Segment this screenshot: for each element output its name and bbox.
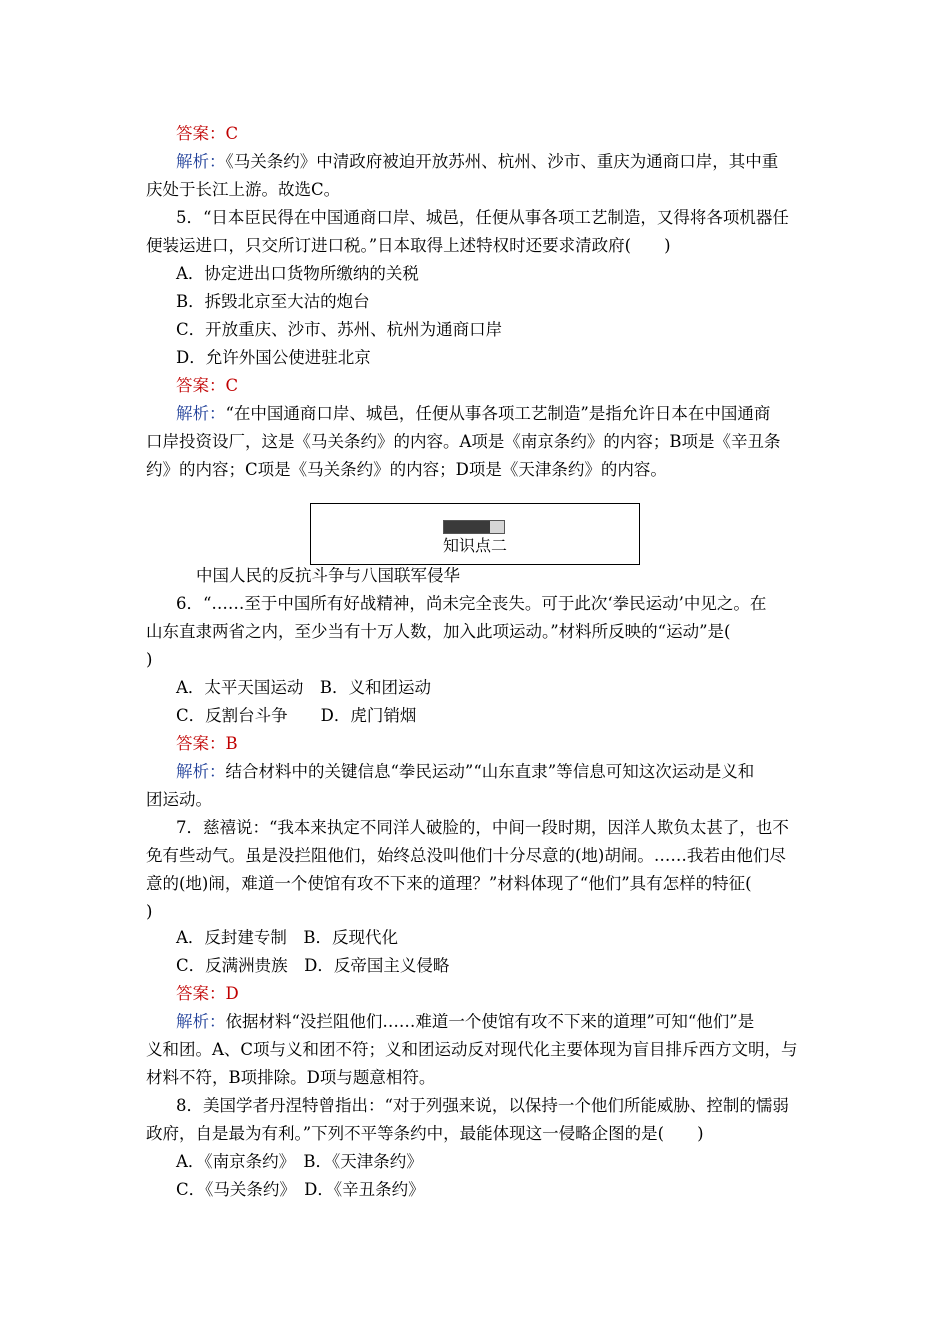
option-b: B．拆毁北京至大沽的炮台 <box>176 292 370 311</box>
answer-line: 答案：B <box>176 734 238 753</box>
text-line: 庆处于长江上游。故选C。 <box>146 180 341 199</box>
options-cd: C．反割台斗争 D．虎门销烟 <box>176 706 417 725</box>
text-line: 材料不符，B项排除。D项与题意相符。 <box>146 1068 436 1087</box>
analysis-line: 解析：结合材料中的关键信息“拳民运动”“山东直隶”等信息可知这次运动是义和 <box>176 762 755 781</box>
options-cd: C．《马关条约》 D．《辛丑条约》 <box>176 1180 425 1199</box>
analysis-label: 解析： <box>176 762 226 781</box>
section-title: 中国人民的反抗斗争与八国联军侵华 <box>196 566 460 585</box>
answer-line: 答案：D <box>176 984 239 1003</box>
options-ab: A．太平天国运动 B．义和团运动 <box>176 678 432 697</box>
analysis-label: 解析： <box>176 152 226 171</box>
analysis-label: 解析： <box>176 1012 226 1031</box>
option-c: C．开放重庆、沙市、苏州、杭州为通商口岸 <box>176 320 503 339</box>
text-line: 意的(地)闹，难道一个使馆有攻不下来的道理？”材料体现了“他们”具有怎样的特征( <box>146 874 752 893</box>
knowledge-point-label: 知识点二 <box>442 536 507 555</box>
text-line: ) <box>146 650 153 669</box>
question-8: 8．美国学者丹涅特曾指出：“对于列强来说，以保持一个他们所能威胁、控制的懦弱 <box>176 1096 789 1115</box>
answer-line: 答案：C <box>176 124 239 143</box>
question-7: 7．慈禧说：“我本来执定不同洋人破脸的，中间一段时期，因洋人欺负太甚了，也不 <box>176 818 789 837</box>
text-line: 免有些动气。虽是没拦阻他们，始终总没叫他们十分尽意的(地)胡闹。……我若由他们尽 <box>146 846 786 865</box>
analysis-line: 解析：依据材料“没拦阻他们……难道一个使馆有攻不下来的道理”可知“他们”是 <box>176 1012 755 1031</box>
text-line: 山东直隶两省之内，至少当有十万人数，加入此项运动。”材料所反映的“运动”是( <box>146 622 731 641</box>
question-5: 5．“日本臣民得在中国通商口岸、城邑，任便从事各项工艺制造，又得将各项机器任 <box>176 208 789 227</box>
option-a: A．协定进出口货物所缴纳的关税 <box>176 264 419 283</box>
text-line: 团运动。 <box>146 790 212 809</box>
analysis-line: 解析：“在中国通商口岸、城邑，任便从事各项工艺制造”是指允许日本在中国通商 <box>176 404 771 423</box>
analysis-label: 解析： <box>176 404 226 423</box>
text-line: 便装运进口，只交所订进口税。”日本取得上述特权时还要求清政府( ) <box>146 236 671 255</box>
option-d: D．允许外国公使进驻北京 <box>176 348 371 367</box>
text-line: ) <box>146 902 153 921</box>
options-ab: A．反封建专制 B．反现代化 <box>176 928 399 947</box>
answer-line: 答案：C <box>176 376 239 395</box>
text-line: 政府，自是最为有利。”下列不平等条约中，最能体现这一侵略企图的是( ) <box>146 1124 704 1143</box>
options-ab: A．《南京条约》 B．《天津条约》 <box>176 1152 423 1171</box>
tab-bar-icon <box>443 520 505 534</box>
options-cd: C．反满洲贵族 D．反帝国主义侵略 <box>176 956 450 975</box>
text-line: 口岸投资设厂，这是《马关条约》的内容。A项是《南京条约》的内容；B项是《辛丑条 <box>146 432 781 451</box>
analysis-line: 解析：《马关条约》中清政府被迫开放苏州、杭州、沙市、重庆为通商口岸，其中重 <box>176 152 779 171</box>
question-6: 6．“……至于中国所有好战精神，尚未完全丧失。可于此次‘拳民运动’中见之。在 <box>176 594 767 613</box>
text-line: 义和团。A、C项与义和团不符；义和团运动反对现代化主要体现为盲目排斥西方文明，与 <box>146 1040 798 1059</box>
text-line: 约》的内容；C项是《马关条约》的内容；D项是《天津条约》的内容。 <box>146 460 667 479</box>
